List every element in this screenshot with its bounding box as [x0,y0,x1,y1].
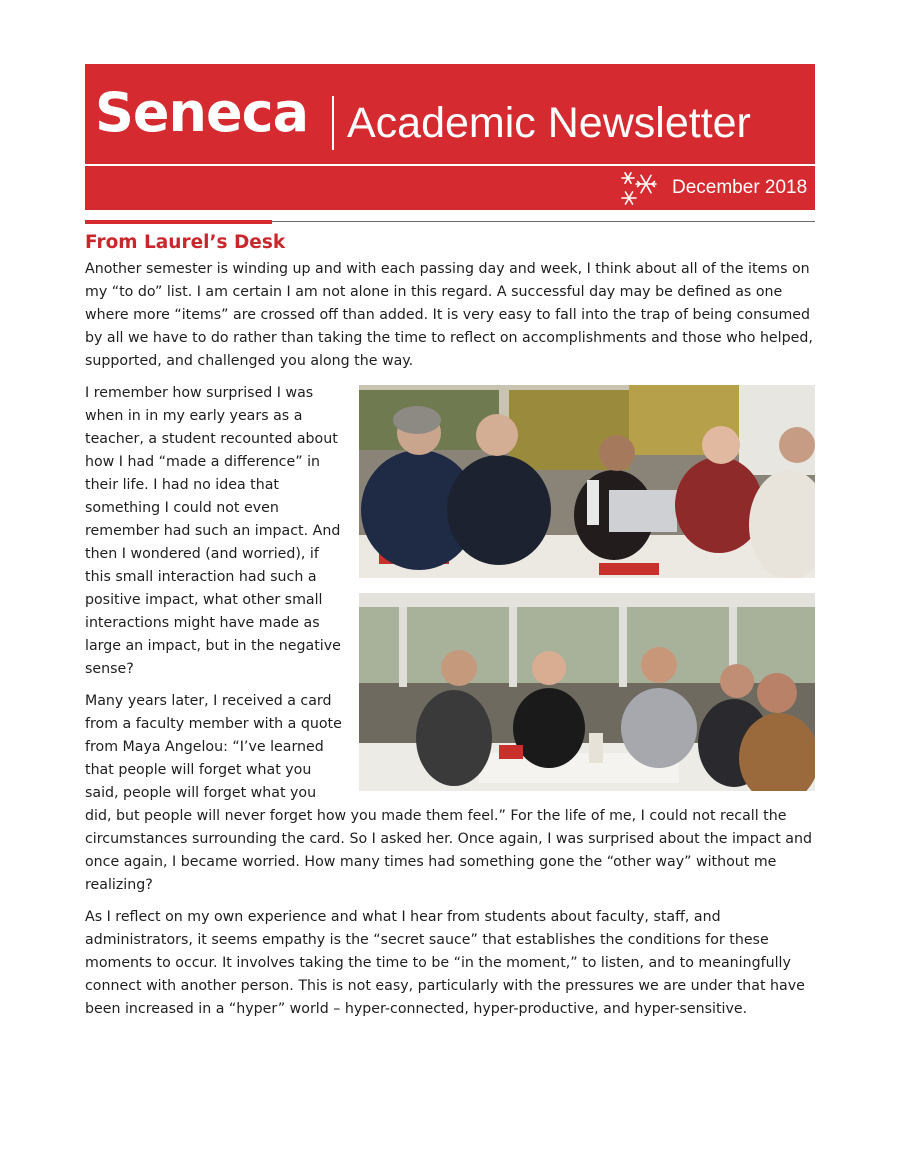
issue-date: December 2018 [672,177,808,198]
section-divider [272,221,815,222]
publication-title: Academic Newsletter [347,99,751,147]
banner-rule [85,164,815,166]
article-title: From Laurel’s Desk [85,232,286,253]
brand-logo: Seneca [95,81,309,144]
event-photo-workshop-room [359,593,815,791]
brand-divider [332,96,334,150]
section-accent-rule [85,220,272,224]
newsletter-banner [85,64,815,210]
article-paragraph: Many years later, I received a card from a faculty member with a quote from Maya Angelou: “I’ve learned that people will forget what you said, people will forget what you did, but people will never forget how you made them feel.” For the life of me, I could not recall the circumstances surrounding the card. So I asked her. Once again, I was surprised about the impact and once again, I became worried. How many times had something gone the “other way” without me realizing? [85,693,812,893]
snowflake-icon [620,168,664,208]
article-paragraph: Another semester is winding up and with each passing day and week, I think about all of the items on my “to do” list. I am certain I am not alone in this regard. A successful day may be defined as one where more “items” are crossed off than added. It is very easy to fall into the trap of being consumed by all we have to do rather than taking the time to reflect on accomplishments and those who helped, supported, and challenged you along the way. [85,261,813,369]
photo-column [359,385,815,791]
event-photo-discussion-table [359,385,815,578]
article-paragraph: I remember how surprised I was when in in my early years as a teacher, a student recounted about how I had “made a difference” in their life. I had no idea that something I could not even remember had such an impact. And then I wondered (and worried), if this small interaction had such a positive impact, what other small interactions might have made as large an impact, but in the negative sense? [85,385,341,677]
article-body [85,258,815,1030]
article-paragraph: As I reflect on my own experience and what I hear from students about faculty, staff, and administrators, it seems empathy is the “secret sauce” that establishes the conditions for these moments to occur. It involves taking the time to be “in the moment,” to listen, and to meaningfully connect with another person. This is not easy, particularly with the pressures we are under that have been increased in a “hyper” world – hyper-connected, hyper-productive, and hyper-sensitive. [85,909,805,1017]
